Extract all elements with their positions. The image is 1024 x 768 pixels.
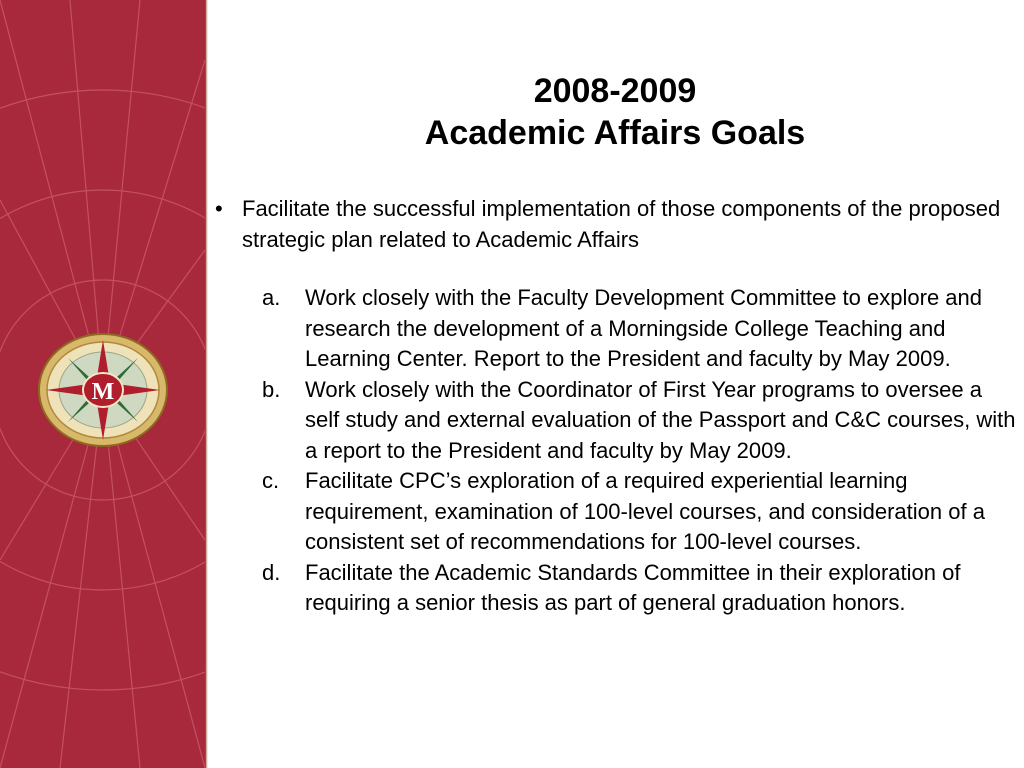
title-main: Academic Affairs Goals <box>424 114 806 152</box>
sidebar-edge <box>205 0 208 768</box>
goal-marker: a. <box>262 285 281 310</box>
slide-title <box>300 70 930 154</box>
goal-marker: b. <box>262 376 281 402</box>
logo-letter: M <box>91 379 115 405</box>
goal-item-b <box>262 375 1022 467</box>
goal-text: Work closely with the Faculty Development Committee to explore and research the development of a Morningside College Teaching and Learning Center. Report to the President and faculty by May 2009. <box>305 285 982 371</box>
college-compass-logo <box>36 328 170 448</box>
main-bullet <box>215 193 1020 255</box>
goal-text: Facilitate the Academic Standards Committee in their exploration of requiring a senior thesis as part of general graduation honors. <box>305 559 961 615</box>
goal-item-d <box>262 558 1022 619</box>
goal-marker: d. <box>262 559 281 585</box>
goal-text: Work closely with the Coordinator of First Year programs to oversee a self study and external evaluation of the Passport and C&C courses, with a report to the President and faculty by May 2009. <box>305 376 1016 463</box>
decorative-sidebar <box>0 0 205 768</box>
goal-list <box>262 283 1022 619</box>
bullet-marker: • <box>215 196 223 221</box>
bullet-text: Facilitate the successful implementation of those components of the proposed strategic plan related to Academic Affairs <box>242 196 1001 252</box>
goal-marker: c. <box>262 468 280 493</box>
goal-item-a <box>262 283 1022 375</box>
title-year: 2008-2009 <box>533 72 697 110</box>
goal-text: Facilitate CPC’s exploration of a required experiential learning requirement, examination of 100-level courses, and consideration of a consistent set of recommendations for 100-level courses. <box>305 468 985 554</box>
goal-item-c <box>262 466 1022 558</box>
